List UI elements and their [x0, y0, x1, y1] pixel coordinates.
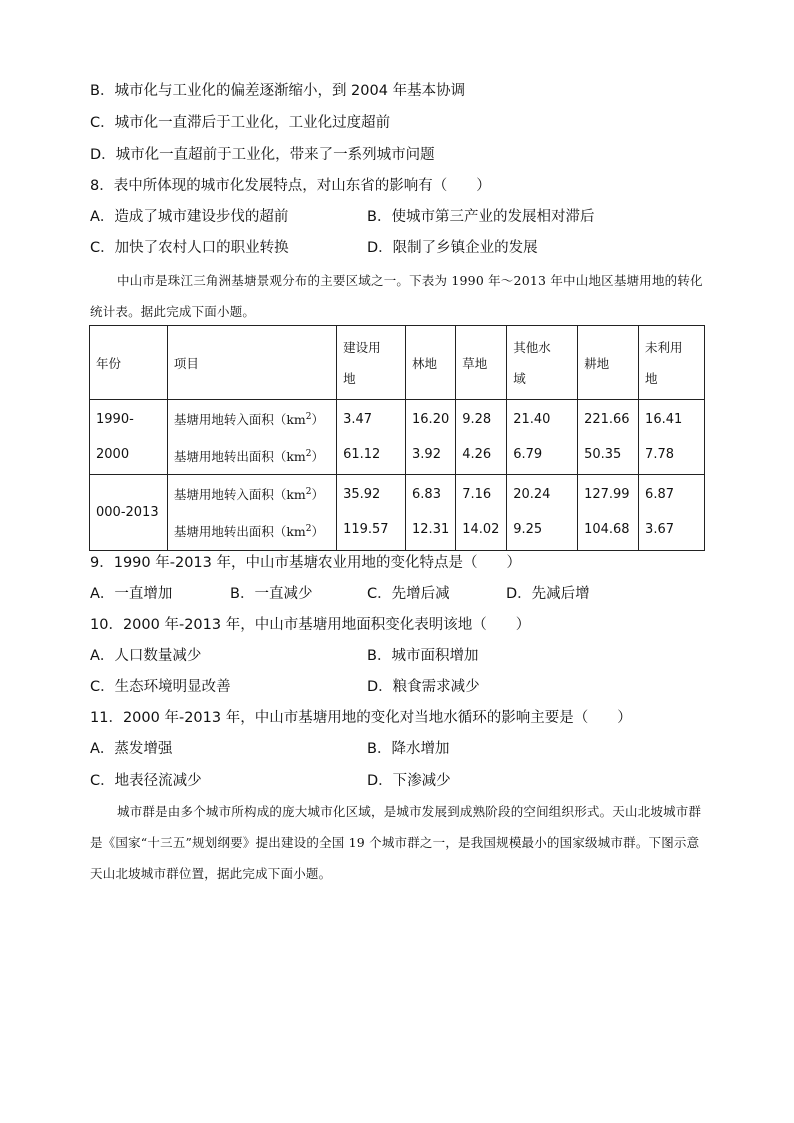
header-construction — [337, 326, 406, 400]
value-in: 9.28 — [462, 412, 492, 428]
q9-option-c: C．先增后减 — [367, 586, 450, 602]
q8-option-b: B．使城市第三产业的发展相对滞后 — [367, 209, 595, 225]
unused-cell — [639, 475, 705, 550]
item-cell — [167, 475, 336, 550]
q10-stem: 10．2000 年-2013 年，中山市基塘用地面积变化表明该地（ ） — [90, 617, 531, 633]
out-label: 基塘用地转出面积（km — [173, 524, 306, 540]
forest-cell — [406, 475, 456, 550]
period-cell: 000-2013 — [90, 475, 168, 550]
header-construction-line2: 地 — [343, 370, 356, 386]
q7-option-c: C．城市化一直滞后于工业化，工业化过度超前 — [90, 115, 391, 131]
unused-cell — [639, 400, 705, 475]
unit-sup: 2 — [305, 449, 312, 460]
value-out: 9.25 — [513, 522, 543, 538]
water-cell — [507, 475, 578, 550]
header-unused-line2: 地 — [645, 370, 658, 386]
q9-option-b: B．一直减少 — [230, 586, 313, 602]
land-conversion-table — [89, 325, 705, 551]
value-in: 16.20 — [412, 412, 450, 428]
value-in: 221.66 — [584, 412, 630, 428]
passage-zhongshan: 中山市是珠江三角洲基塘景观分布的主要区域之一。下表为 1990 年～2013 年中山地区基塘用地的转化统计表。据此完成下面小题。 — [90, 273, 703, 319]
farmland-cell — [578, 400, 639, 475]
value-out: 4.26 — [462, 447, 492, 463]
unit-sup: 2 — [305, 524, 312, 535]
value-out: 3.67 — [645, 522, 674, 538]
header-grass: 草地 — [456, 326, 507, 400]
value-in: 6.87 — [645, 487, 674, 503]
value-out: 6.79 — [513, 447, 543, 463]
construction-cell — [337, 400, 406, 475]
q11-option-a: A．蒸发增强 — [90, 741, 173, 757]
value-in: 16.41 — [645, 412, 683, 428]
forest-cell — [406, 400, 456, 475]
period-cell: 1990-2000 — [90, 400, 168, 475]
q10-option-d: D．粮食需求减少 — [367, 679, 480, 695]
value-in: 6.83 — [412, 487, 441, 503]
value-out: 3.92 — [412, 447, 441, 463]
header-water-line1: 其他水 — [513, 339, 551, 355]
q8-option-c: C．加快了农村人口的职业转换 — [90, 240, 289, 256]
unit-sup: 2 — [305, 412, 312, 422]
value-in: 20.24 — [513, 487, 551, 503]
value-out: 61.12 — [343, 447, 381, 463]
q11-option-d: D．下渗减少 — [367, 773, 451, 789]
value-in: 3.47 — [343, 412, 373, 428]
passage-tianshan: 城市群是由多个城市所构成的庞大城市化区域，是城市发展到成熟阶段的空间组织形式。天山北坡城市群是《国家“十三五”规划纲要》提出建设的全国 19 个城市群之一，是我国规模最小的国家级城市群。下图示意天山北坡城市群位置，据此完成下面小题。 — [90, 804, 702, 881]
grass-cell — [456, 475, 507, 550]
header-unused — [639, 326, 705, 400]
q11-option-c: C．地表径流减少 — [90, 773, 202, 789]
value-in: 127.99 — [584, 487, 630, 503]
header-farmland: 耕地 — [578, 326, 639, 400]
q10-option-c: C．生态环境明显改善 — [90, 679, 231, 695]
out-label: 基塘用地转出面积（km — [173, 449, 306, 465]
header-forest: 林地 — [406, 326, 456, 400]
in-label: 基塘用地转入面积（km — [173, 487, 306, 503]
value-out: 12.31 — [412, 522, 450, 538]
farmland-cell — [578, 475, 639, 550]
q10-option-b: B．城市面积增加 — [367, 648, 479, 664]
water-cell — [507, 400, 578, 475]
header-item: 项目 — [167, 326, 336, 400]
value-out: 50.35 — [584, 447, 622, 463]
value-out: 119.57 — [343, 522, 389, 538]
value-out: 7.78 — [645, 447, 674, 463]
in-label: 基塘用地转入面积（km — [173, 412, 306, 428]
header-unused-line1: 未利用 — [645, 339, 683, 355]
table-header-row — [90, 326, 705, 400]
unit-close: ） — [311, 524, 324, 540]
value-in: 7.16 — [462, 487, 492, 503]
header-water-line2: 域 — [513, 370, 526, 386]
q8-stem: 8．表中所体现的城市化发展特点，对山东省的影响有（ ） — [90, 178, 491, 194]
unit-close: ） — [311, 449, 324, 465]
q8-option-d: D．限制了乡镇企业的发展 — [367, 240, 538, 256]
value-out: 104.68 — [584, 522, 630, 538]
q9-option-a: A．一直增加 — [90, 586, 173, 602]
header-water — [507, 326, 578, 400]
q9-option-d: D．先减后增 — [506, 586, 590, 602]
q9-stem: 9．1990 年-2013 年，中山市基塘农业用地的变化特点是（ ） — [90, 555, 521, 571]
value-out: 14.02 — [462, 522, 500, 538]
grass-cell — [456, 400, 507, 475]
unit-close: ） — [311, 487, 324, 503]
q7-option-b: B．城市化与工业化的偏差逐渐缩小，到 2004 年基本协调 — [90, 83, 466, 99]
construction-cell — [337, 475, 406, 550]
item-cell — [167, 400, 336, 475]
header-construction-line1: 建设用 — [343, 339, 381, 355]
q10-option-a: A．人口数量减少 — [90, 648, 202, 664]
value-in: 35.92 — [343, 487, 381, 503]
unit-sup: 2 — [305, 487, 312, 498]
value-in: 21.40 — [513, 412, 551, 428]
unit-close: ） — [311, 412, 324, 428]
header-year: 年份 — [90, 326, 168, 400]
table-row — [90, 400, 705, 475]
table-row — [90, 475, 705, 550]
q8-option-a: A．造成了城市建设步伐的超前 — [90, 209, 289, 225]
q7-option-d: D．城市化一直超前于工业化，带来了一系列城市问题 — [90, 147, 435, 163]
q11-stem: 11．2000 年-2013 年，中山市基塘用地的变化对当地水循环的影响主要是（ ） — [90, 710, 632, 726]
q11-option-b: B．降水增加 — [367, 741, 450, 757]
